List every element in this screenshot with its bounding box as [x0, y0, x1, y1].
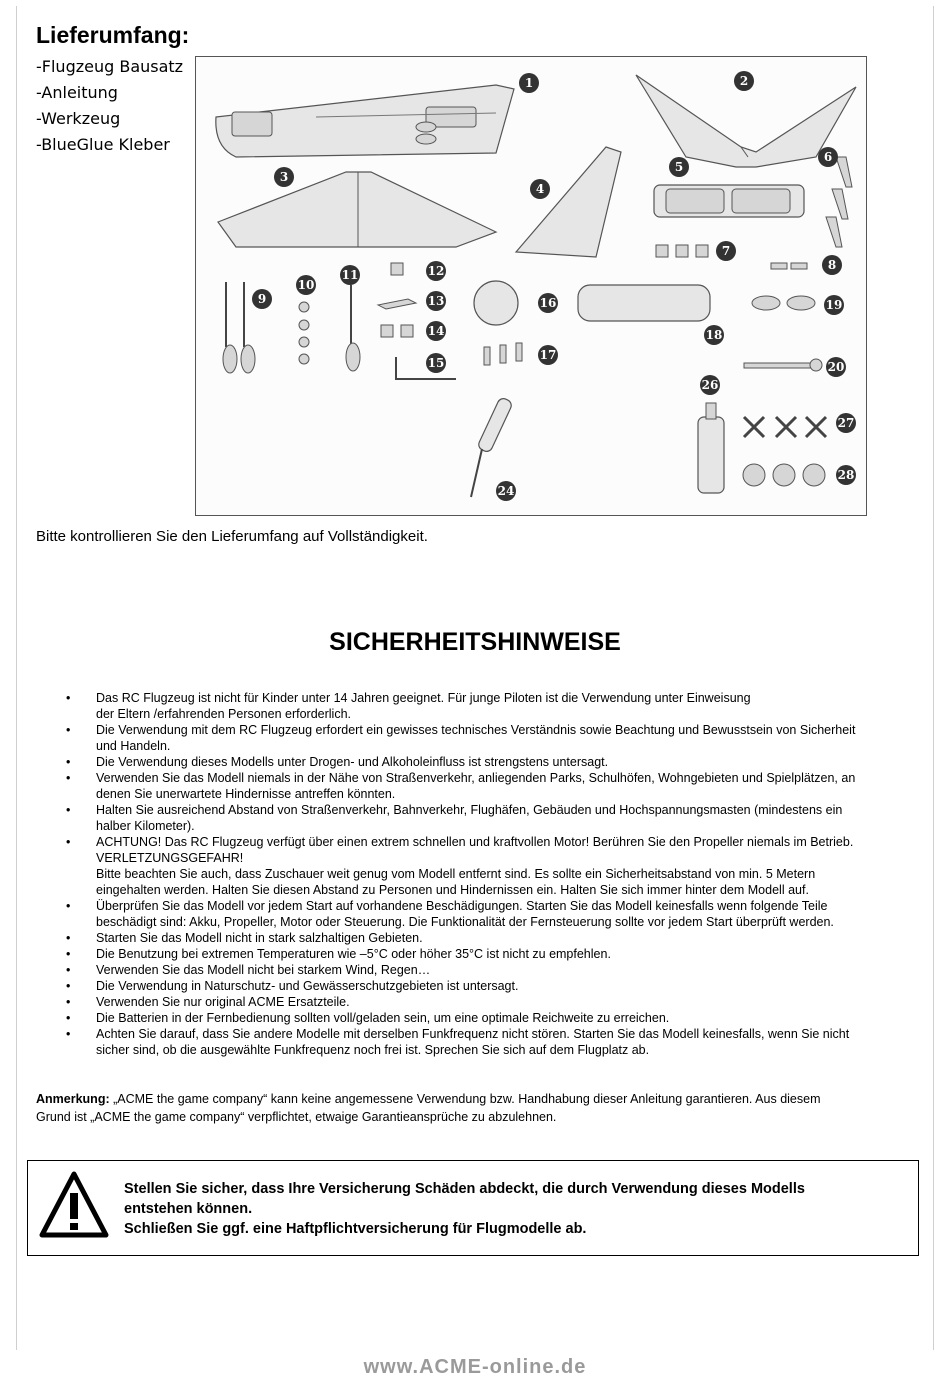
svg-text:18: 18 — [705, 328, 723, 342]
svg-text:2: 2 — [739, 74, 749, 88]
motor-tube-part — [578, 285, 710, 321]
part-number-badge — [530, 179, 550, 199]
safety-item: • Verwenden Sie nur original ACME Ersatzteile. — [96, 994, 918, 1010]
control-horns-part — [826, 157, 852, 247]
svg-text:17: 17 — [539, 348, 557, 362]
contents-item: -Werkzeug — [36, 109, 121, 128]
warning-triangle-icon — [38, 1169, 110, 1241]
part-number-badge — [274, 167, 294, 187]
long-screw-part — [744, 359, 822, 371]
safety-item: • Das RC Flugzeug ist nicht für Kinder unter 14 Jahren geeignet. Für junge Piloten ist die Verwendung unter Einweisung der Eltern /erfahrenden Personen erforderlich. — [96, 690, 918, 722]
svg-text:19: 19 — [825, 298, 843, 312]
svg-text:1: 1 — [524, 76, 534, 90]
fuselage-part — [216, 85, 514, 157]
safety-item: • Halten Sie ausreichend Abstand von Straßenverkehr, Bahnverkehr, Flughäfen, Gebäuden und Hochspannungsmasten (mindestens ein halber Kilometer). — [96, 802, 918, 834]
part-number-badge — [296, 275, 316, 295]
svg-text:16: 16 — [539, 296, 557, 310]
svg-text:5: 5 — [674, 160, 684, 174]
part-number-badge — [538, 345, 558, 365]
svg-text:3: 3 — [279, 170, 289, 184]
svg-text:12: 12 — [427, 264, 445, 278]
clips-part — [771, 263, 807, 269]
svg-text:10: 10 — [297, 278, 315, 292]
part-number-badge — [700, 375, 720, 395]
part-number-badge — [822, 255, 842, 275]
completeness-note: Bitte kontrollieren Sie den Lieferumfang auf Vollständigkeit. — [36, 528, 428, 545]
svg-text:14: 14 — [427, 324, 445, 338]
safety-item: • Verwenden Sie das Modell nicht bei starkem Wind, Regen… — [96, 962, 918, 978]
safety-item: • Die Benutzung bei extremen Temperaturen wie –5°C oder höher 35°C ist nicht zu empfehlen. — [96, 946, 918, 962]
part-number-badge — [826, 357, 846, 377]
safety-item: • Die Verwendung dieses Modells unter Drogen- und Alkoholeinfluss ist strengstens untersagt. — [96, 754, 918, 770]
remark-label: Anmerkung: — [36, 1092, 110, 1106]
svg-text:8: 8 — [827, 258, 837, 272]
contents-item: -Anleitung — [36, 83, 118, 102]
remark-text: Grund ist „ACME the game company“ verpflichtet, etwaige Garantieansprüche zu abzulehnen. — [36, 1110, 557, 1124]
warning-text: Stellen Sie sicher, dass Ihre Versicherung Schäden abdeckt, die durch Verwendung dieses Modells entstehen können. Schließen Sie ggf. eine Haftpflichtversicherung für Flugmodelle ab. — [124, 1181, 805, 1237]
part-number-badge — [519, 73, 539, 93]
svg-text:26: 26 — [701, 378, 719, 392]
remark-text: „ACME the game company“ kann keine angemessene Verwendung bzw. Handhabung dieser Anleitung garantieren. Aus diesem — [109, 1092, 821, 1106]
contents-item: -Flugzeug Bausatz — [36, 57, 184, 76]
svg-text:9: 9 — [257, 292, 267, 306]
part-number-badge — [716, 241, 736, 261]
svg-text:13: 13 — [427, 294, 445, 308]
part-number-badge — [426, 321, 446, 341]
contents-item: -BlueGlue Kleber — [36, 135, 170, 154]
contents-list — [36, 54, 183, 158]
part-number-badge — [496, 481, 516, 501]
parts-figure — [195, 56, 867, 516]
part-number-badge — [426, 291, 446, 311]
part-number-badge — [818, 147, 838, 167]
safety-item: • ACHTUNG! Das RC Flugzeug verfügt über einen extrem schnellen und kraftvollen Motor! Berühren Sie den Propeller niemals im Betrieb. VERLETZUNGSGEFAHR! Bitte beachten Sie auch, dass Zuschauer weit genug vom Modell entfernt sind. Es sollte ein Sicherheitsabstand von min. 5 Metern eingehalten werden. Halten Sie diesen Abstand zu Personen und Hindernissen ein. Halten Sie sich immer hinter dem Modell auf. — [96, 834, 918, 898]
screws-part — [484, 343, 522, 365]
grommets-part — [743, 464, 825, 486]
washers-part — [752, 296, 815, 310]
safety-item: • Starten Sie das Modell nicht in stark salzhaltigen Gebieten. — [96, 930, 918, 946]
footer-url: www.ACME-online.de — [363, 1356, 587, 1378]
glue-bottle-part — [698, 403, 724, 493]
safety-title: SICHERHEITSHINWEISE — [329, 628, 621, 656]
part-number-badge — [836, 465, 856, 485]
safety-item: • Achten Sie darauf, dass Sie andere Modelle mit derselben Funkfrequenz nicht stören. Starten Sie das Modell keinesfalls, wenn Sie nicht sicher sind, ob die ausgewählte Funkfrequenz noch frei ist. Sprechen Sie sich auf dem Flugplatz ab. — [96, 1026, 918, 1058]
part-number-badge — [734, 71, 754, 91]
spinner-part — [474, 281, 518, 325]
part-number-badge — [704, 325, 724, 345]
svg-text:6: 6 — [823, 150, 833, 164]
safety-item: • Die Batterien in der Fernbedienung sollten voll/geladen sein, um eine optimale Reichweite zu erreichen. — [96, 1010, 918, 1026]
hinges-part — [656, 245, 708, 257]
wing-bottom-part — [218, 172, 496, 247]
safety-item: • Überprüfen Sie das Modell vor jedem Start auf vorhandene Beschädigungen. Starten Sie das Modell keinesfalls wenn folgende Teile beschädigt sind: Akku, Propeller, Motor oder Steuerung. Die Funktionalität der Fernsteuerung sollte vor jedem Start überprüft werden. — [96, 898, 918, 930]
part-number-badge — [538, 293, 558, 313]
svg-text:15: 15 — [427, 356, 445, 370]
part-number-badge — [669, 157, 689, 177]
part-number-badge — [252, 289, 272, 309]
svg-text:28: 28 — [837, 468, 855, 482]
part-number-badge — [340, 265, 360, 285]
fin-part — [516, 147, 621, 257]
svg-text:11: 11 — [341, 268, 359, 282]
part-number-badge — [836, 413, 856, 433]
svg-text:4: 4 — [535, 182, 545, 196]
part-number-badge — [824, 295, 844, 315]
canopy-part — [654, 185, 804, 217]
svg-text:24: 24 — [497, 484, 515, 498]
safety-list — [96, 690, 918, 1058]
part-number-badge — [426, 261, 446, 281]
landing-gear-part — [223, 282, 255, 373]
safety-item: • Die Verwendung in Naturschutz- und Gewässerschutzgebieten ist untersagt. — [96, 978, 918, 994]
parts-drawing — [196, 57, 866, 515]
small-parts — [299, 302, 309, 364]
safety-item: • Die Verwendung mit dem RC Flugzeug erfordert ein gewisses technisches Verständnis sowie Beachtung und Bewusstsein von Sicherheit und Handeln. — [96, 722, 918, 754]
safety-item: • Verwenden Sie das Modell niemals in der Nähe von Straßenverkehr, anliegenden Parks, Schulhöfen, Wohngebieten und Spielplätzen, an denen Sie unerwartete Hindernisse antreffen könnten. — [96, 770, 918, 802]
svg-text:7: 7 — [721, 244, 731, 258]
part-number-badge — [426, 353, 446, 373]
warning-box — [27, 1160, 919, 1256]
nose-gear-part — [346, 285, 360, 371]
svg-text:27: 27 — [837, 416, 855, 430]
svg-text:20: 20 — [827, 360, 845, 374]
contents-title: Lieferumfang: — [36, 22, 190, 48]
remark — [36, 1090, 916, 1126]
servo-arms-part — [744, 417, 826, 437]
